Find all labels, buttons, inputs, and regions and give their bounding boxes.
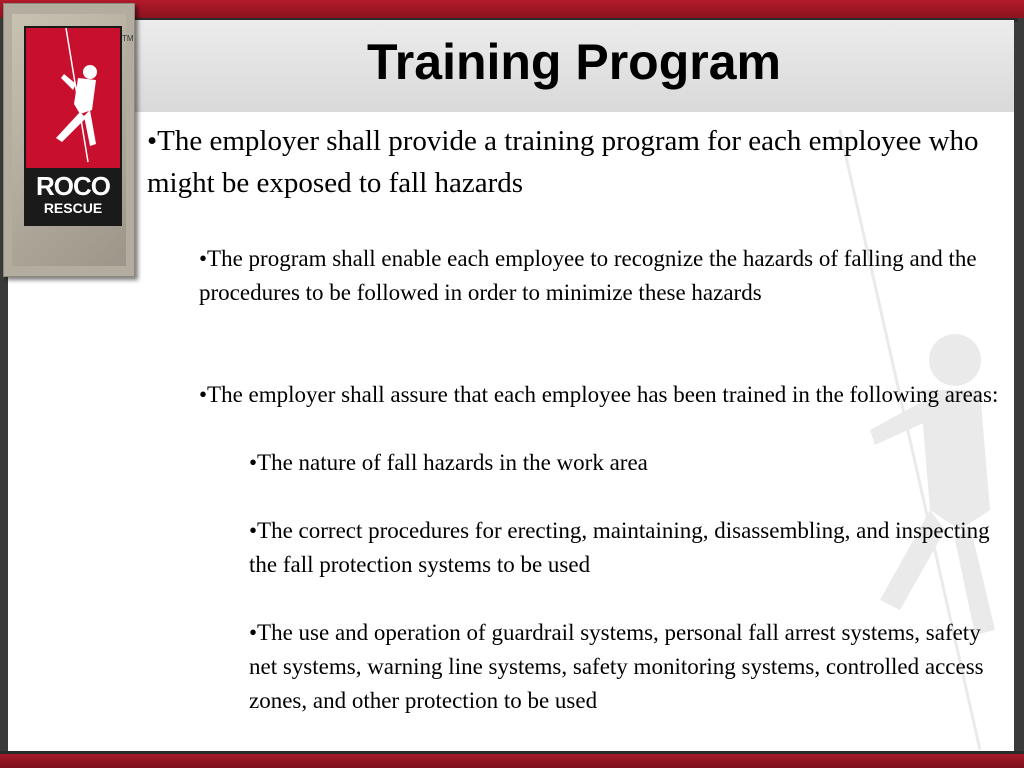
logo-text-roco: ROCO <box>36 171 110 201</box>
bullet-level3-correct-procedures: •The correct procedures for erecting, maintaining, disassembling, and inspecting the fall protection systems to be used <box>249 518 990 577</box>
top-red-bar <box>0 0 1024 22</box>
logo-trademark: TM <box>122 34 134 43</box>
logo-text-rescue: RESCUE <box>43 200 103 216</box>
bullet-level3-nature-of-hazards: •The nature of fall hazards in the work area <box>249 450 648 475</box>
bullet-level1: •The employer shall provide a training program for each employee who might be exposed to fall hazards <box>147 125 979 199</box>
bullet-level2-training-areas: •The employer shall assure that each employee has been trained in the following areas: <box>199 382 999 407</box>
bottom-red-bar <box>0 751 1024 768</box>
rappeller-icon <box>26 28 120 168</box>
logo-frame <box>3 3 135 277</box>
roco-rescue-logo <box>24 26 122 226</box>
bullet-level2-recognize-hazards: •The program shall enable each employee to recognize the hazards of falling and the procedures to be followed in order to minimize these hazards <box>199 246 977 305</box>
logo-text-block <box>26 168 120 224</box>
bullet-level3-systems-use: •The use and operation of guardrail systems, personal fall arrest systems, safety net systems, warning line systems, safety monitoring systems, controlled access zones, and other protection to be used <box>249 620 984 713</box>
slide-title: Training Program <box>367 34 781 90</box>
